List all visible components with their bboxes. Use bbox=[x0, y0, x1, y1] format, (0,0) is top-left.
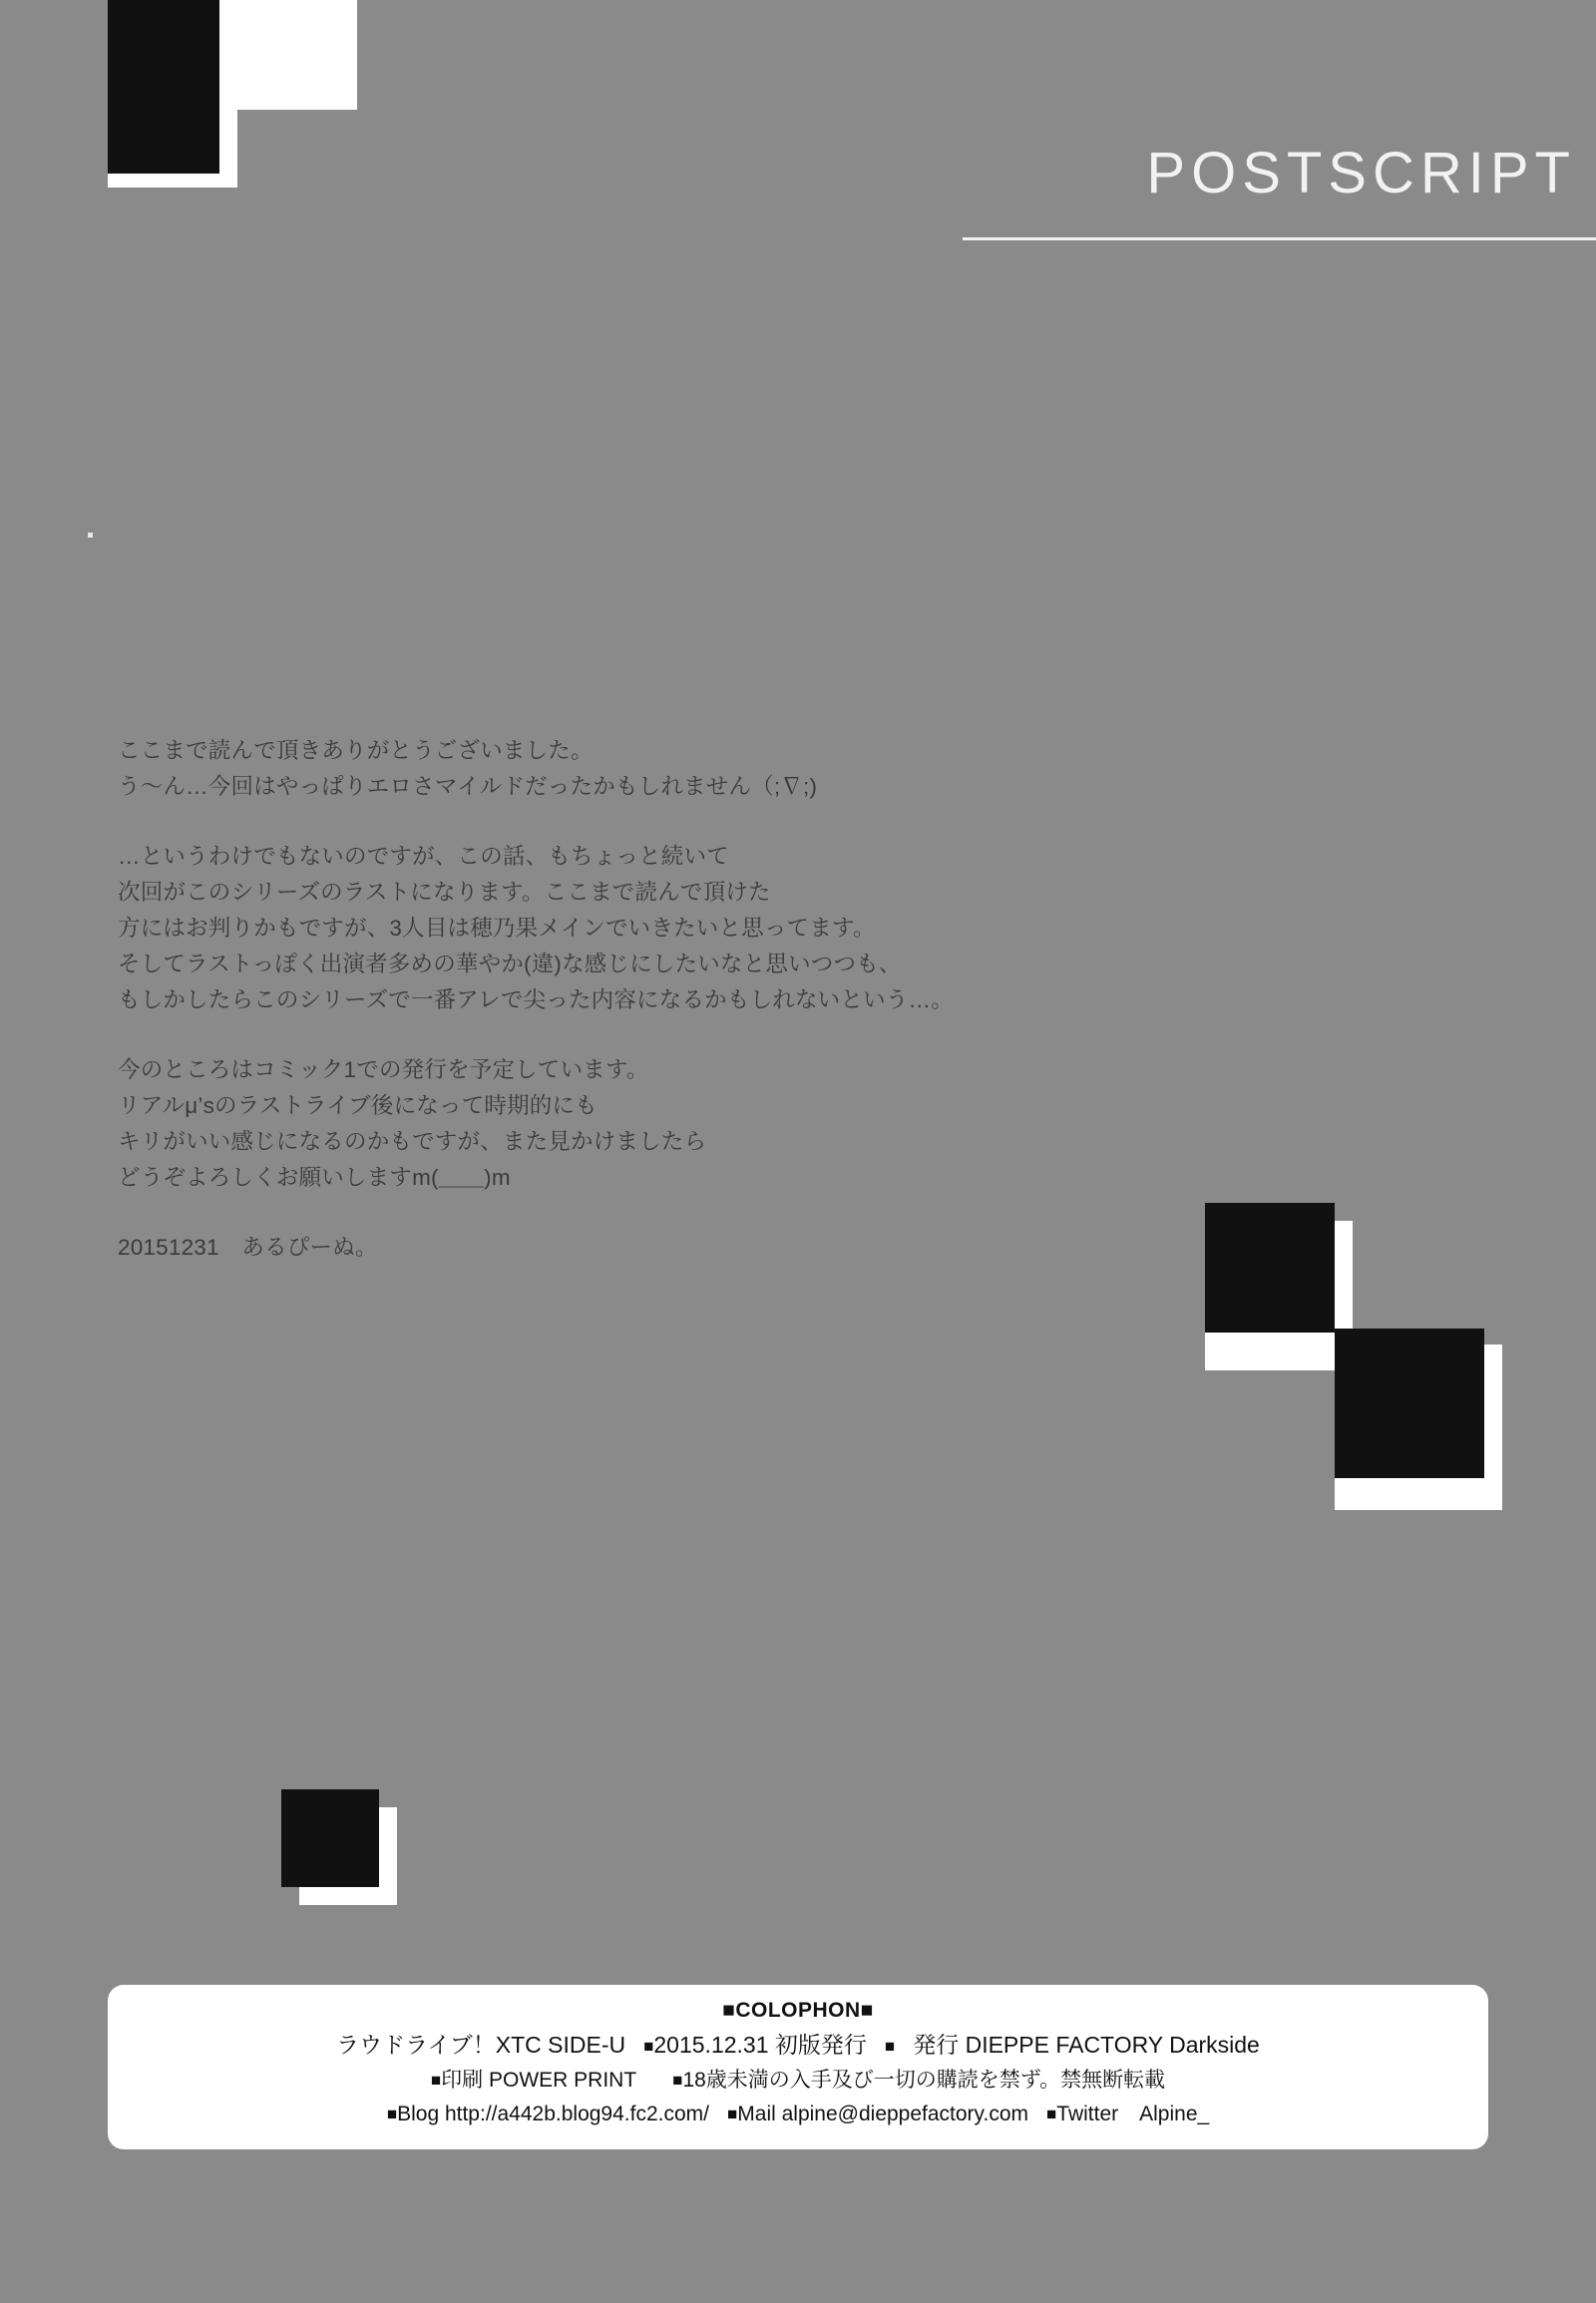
page-title: POSTSCRIPT bbox=[1146, 141, 1576, 205]
paragraph: …というわけでもないのですが、この話、もちょっと続いて 次回がこのシリーズのラストになります。ここまで読んで頂けた 方にはお判りかもですが、3人目は穂乃果メインでいきたいと思ってます。 そしてラストっぽく出演者多めの華やか(違)な感じにしたいなと思いつつも、 もしかしたらこのシリーズで一番アレで尖った内容になるかもしれないという…。 bbox=[118, 844, 954, 1012]
colophon-row-contact bbox=[108, 2098, 1488, 2131]
bullet-square-icon: ■ bbox=[386, 2105, 398, 2123]
colophon-row-print bbox=[108, 2064, 1488, 2098]
colophon-heading: ■COLOPHON■ bbox=[722, 1999, 874, 2022]
bullet-square-icon: ■ bbox=[726, 2105, 738, 2123]
colophon-date: 2015.12.31 初版発行 bbox=[653, 2032, 867, 2058]
paragraph: 今のところはコミック1での発行を予定しています。 リアルμ’sのラストライブ後になって時期的にも キリがいい感じになるのかもですが、また見かけましたら どうぞよろしくお願いしますm(＿＿)m bbox=[118, 1057, 707, 1190]
bullet-square-icon: ■ bbox=[672, 2071, 683, 2090]
bullet-square-icon: ■ bbox=[884, 2037, 896, 2056]
colophon-notice: 18歳未満の入手及び一切の購読を禁ず。禁無断転載 bbox=[682, 2069, 1166, 2092]
decorative-square-black bbox=[1205, 1203, 1335, 1333]
colophon-mail[interactable]: Mail alpine@dieppefactory.com bbox=[737, 2103, 1028, 2125]
colophon-publisher: 発行 DIEPPE FACTORY Darkside bbox=[913, 2032, 1260, 2058]
colophon-row-title bbox=[108, 2028, 1488, 2064]
bullet-square-icon: ■ bbox=[1046, 2105, 1057, 2123]
afterword-text bbox=[118, 733, 1414, 1266]
decorative-square-black bbox=[108, 62, 219, 174]
colophon-printer: 印刷 POWER PRINT bbox=[441, 2069, 637, 2092]
colophon-box bbox=[108, 1985, 1488, 2149]
decorative-square-black bbox=[281, 1789, 379, 1887]
decorative-dot bbox=[88, 533, 93, 538]
decorative-square-white bbox=[207, 0, 357, 110]
decorative-square-black bbox=[1335, 1329, 1484, 1478]
title-divider bbox=[963, 237, 1596, 240]
colophon-blog[interactable]: Blog http://a442b.blog94.fc2.com/ bbox=[397, 2103, 709, 2125]
colophon-work-title: ラウドライブ！XTC SIDE-U bbox=[336, 2032, 626, 2058]
signature-line: 20151231 あるぴーぬ。 bbox=[118, 1235, 378, 1260]
paragraph: ここまで読んで頂きありがとうございました。 う～ん…今回はやっぱりエロさマイルドだったかもしれません（;∇;) bbox=[118, 738, 818, 799]
bullet-square-icon: ■ bbox=[430, 2071, 442, 2090]
bullet-square-icon: ■ bbox=[643, 2037, 654, 2056]
colophon-twitter[interactable]: Twitter Alpine_ bbox=[1056, 2103, 1210, 2125]
